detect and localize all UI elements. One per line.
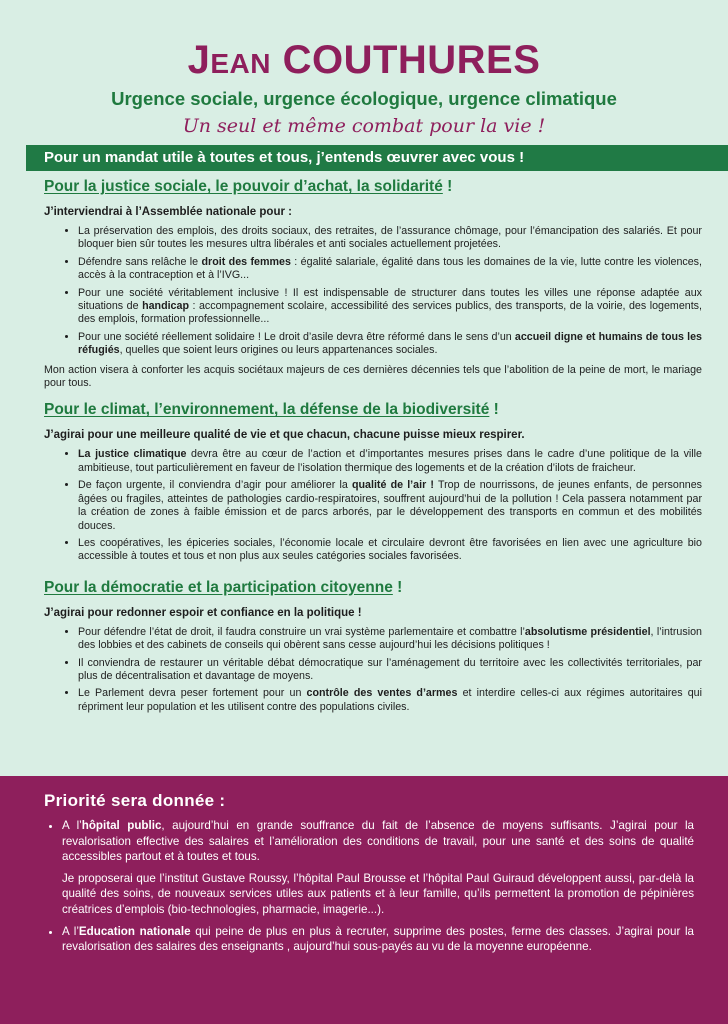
slogan: Urgence sociale, urgence écologique, urgence climatique [111, 88, 617, 109]
list-item: • Pour une société réellement solidaire ! Le droit d’asile devra être réformé dans le sens d’un accueil digne et humains de tous les réfugiés, quelles que soient leurs origines ou leurs appartenances sociales. [78, 331, 702, 358]
priority-note: Je proposerai que l’institut Gustave Roussy, l’hôpital Paul Brousse et l’hôpital Paul Guiraud développent aussi, par-delà la qualité des soins, de nouveaux services utiles aux patients et à leur famille, qu’ils permettent la promotion de pépinières créatrices d’emplois (bio-technologies, pharmacie, imagerie...). [62, 871, 694, 916]
list-item: • La justice climatique devra être au cœur de l’action et d’importantes mesures prises dans le cadre d’une politique de la ville ambitieuse, tout particulièrement en faveur de l’isolation thermique des logements et de la création d’ilots de fraicheur. [78, 448, 702, 475]
list-item: • De façon urgente, il conviendra d’agir pour améliorer la qualité de l’air ! Trop de nourrissons, de jeunes enfants, de personnes âgées ou fragiles, atteintes de pathologies cardio-respiratoires, souffrent aujourd’hui de la pollution ! Cela passera notamment par la création de zones à faible émission et de parcs arborés, par le développement des transports en commun et des mobilités douces. [78, 479, 702, 533]
section-lead: J’interviendrai à l’Assemblée nationale pour : [44, 206, 292, 218]
priority-panel [0, 776, 728, 1024]
section-climate [44, 400, 702, 577]
section-closing: Mon action visera à conforter les acquis sociétaux majeurs de ces dernières décennies tels que l’abolition de la peine de mort, le mariage pour tous. [44, 363, 702, 390]
section-list [44, 448, 702, 563]
last-name: COUTHURES [282, 38, 541, 82]
main-content [44, 177, 702, 718]
section-list [44, 225, 702, 358]
list-item: • Pour une société véritablement inclusive ! Il est indispensable de structurer dans toutes les villes une réponse adaptée aux situations de handicap : accompagnement scolaire, accessibilité des services publics, des transports, de la voirie, des logements, des emplois, formation professionnelle... [78, 287, 702, 327]
section-list [44, 626, 702, 714]
section-lead: J’agirai pour redonner espoir et confiance en la politique ! [44, 606, 362, 619]
section-title: Pour la démocratie et la participation citoyenne ! [44, 578, 403, 596]
first-name: Jean [187, 38, 271, 82]
section-title: Pour le climat, l’environnement, la défense de la biodiversité ! [44, 401, 499, 419]
tagline: Un seul et même combat pour la vie ! [182, 115, 546, 137]
list-item: • Les coopératives, les épiceries sociales, l’économie locale et circulaire devront être favorisées en lien avec une agriculture bio accessible à toutes et tous et non plus aux seules catégories sociales favorisées. [78, 537, 702, 564]
header [0, 0, 728, 137]
list-item: • Le Parlement devra peser fortement pour un contrôle des ventes d’armes et interdire celles-ci aux régimes autoritaires qui répriment leur population et les utilisent contre des populations civiles. [78, 687, 702, 714]
list-item: • A l’Education nationale qui peine de plus en plus à recruter, supprime des postes, ferme des classes. J’agirai pour la revalorisation des salaires des enseignants , aujourd’hui sous-payés au vu de la moyenne européenne. [62, 924, 694, 955]
mandate-banner: Pour un mandat utile à toutes et tous, j’entends œuvrer avec vous ! [26, 145, 728, 171]
section-lead: J’agirai pour une meilleure qualité de vie et que chacun, chacune puisse mieux respirer. [44, 429, 525, 442]
candidate-name [0, 38, 728, 82]
section-democracy [44, 578, 702, 714]
section-title: Pour la justice sociale, le pouvoir d’achat, la solidarité ! [44, 178, 453, 195]
priority-list [0, 818, 728, 955]
list-item: • Pour défendre l’état de droit, il faudra construire un vrai système parlementaire et combattre l’absolutisme présidentiel, l’intrusion des lobbies et des cabinets de conseils qui obèrent sans cesse aujourd’hui les décisions politiques ! [78, 626, 702, 653]
list-item: • La préservation des emplois, des droits sociaux, des retraites, de l’assurance chômage, pour l’émancipation des salariés. Et pour bloquer bien sûr toutes les mesures ultra libérales et anti sociales actuellement projetées. [78, 225, 702, 252]
list-item: • Défendre sans relâche le droit des femmes : égalité salariale, égalité dans tous les domaines de la vie, lutte contre les violences, accès à la contraception et à l’IVG... [78, 256, 702, 283]
section-social-justice [44, 177, 702, 390]
priority-title: Priorité sera donnée : [44, 791, 226, 810]
list-item: • Il conviendra de restaurer un véritable débat démocratique sur l’aménagement du territoire avec les collectivités territoriales, par plus de décentralisation et davantage de moyens. [78, 657, 702, 684]
list-item: • A l’hôpital public, aujourd’hui en grande souffrance du fait de l’absence de moyens suffisants. J’agirai pour la revalorisation effective des salaires et l’amélioration des conditions de travail, pour une santé et des soins de qualité accessibles partout et à toutes et tous. Je proposerai que l’institut Gustave Roussy, l’hôpital Paul Brousse et l’hôpital Paul Guiraud développent aussi, par-delà la qualité des soins, de nouveaux services utiles aux patients et à leur famille, qu’ils permettent la promotion de pépinières créatrices d’emplois (bio-technologies, pharmacie, imagerie...). [62, 818, 694, 918]
